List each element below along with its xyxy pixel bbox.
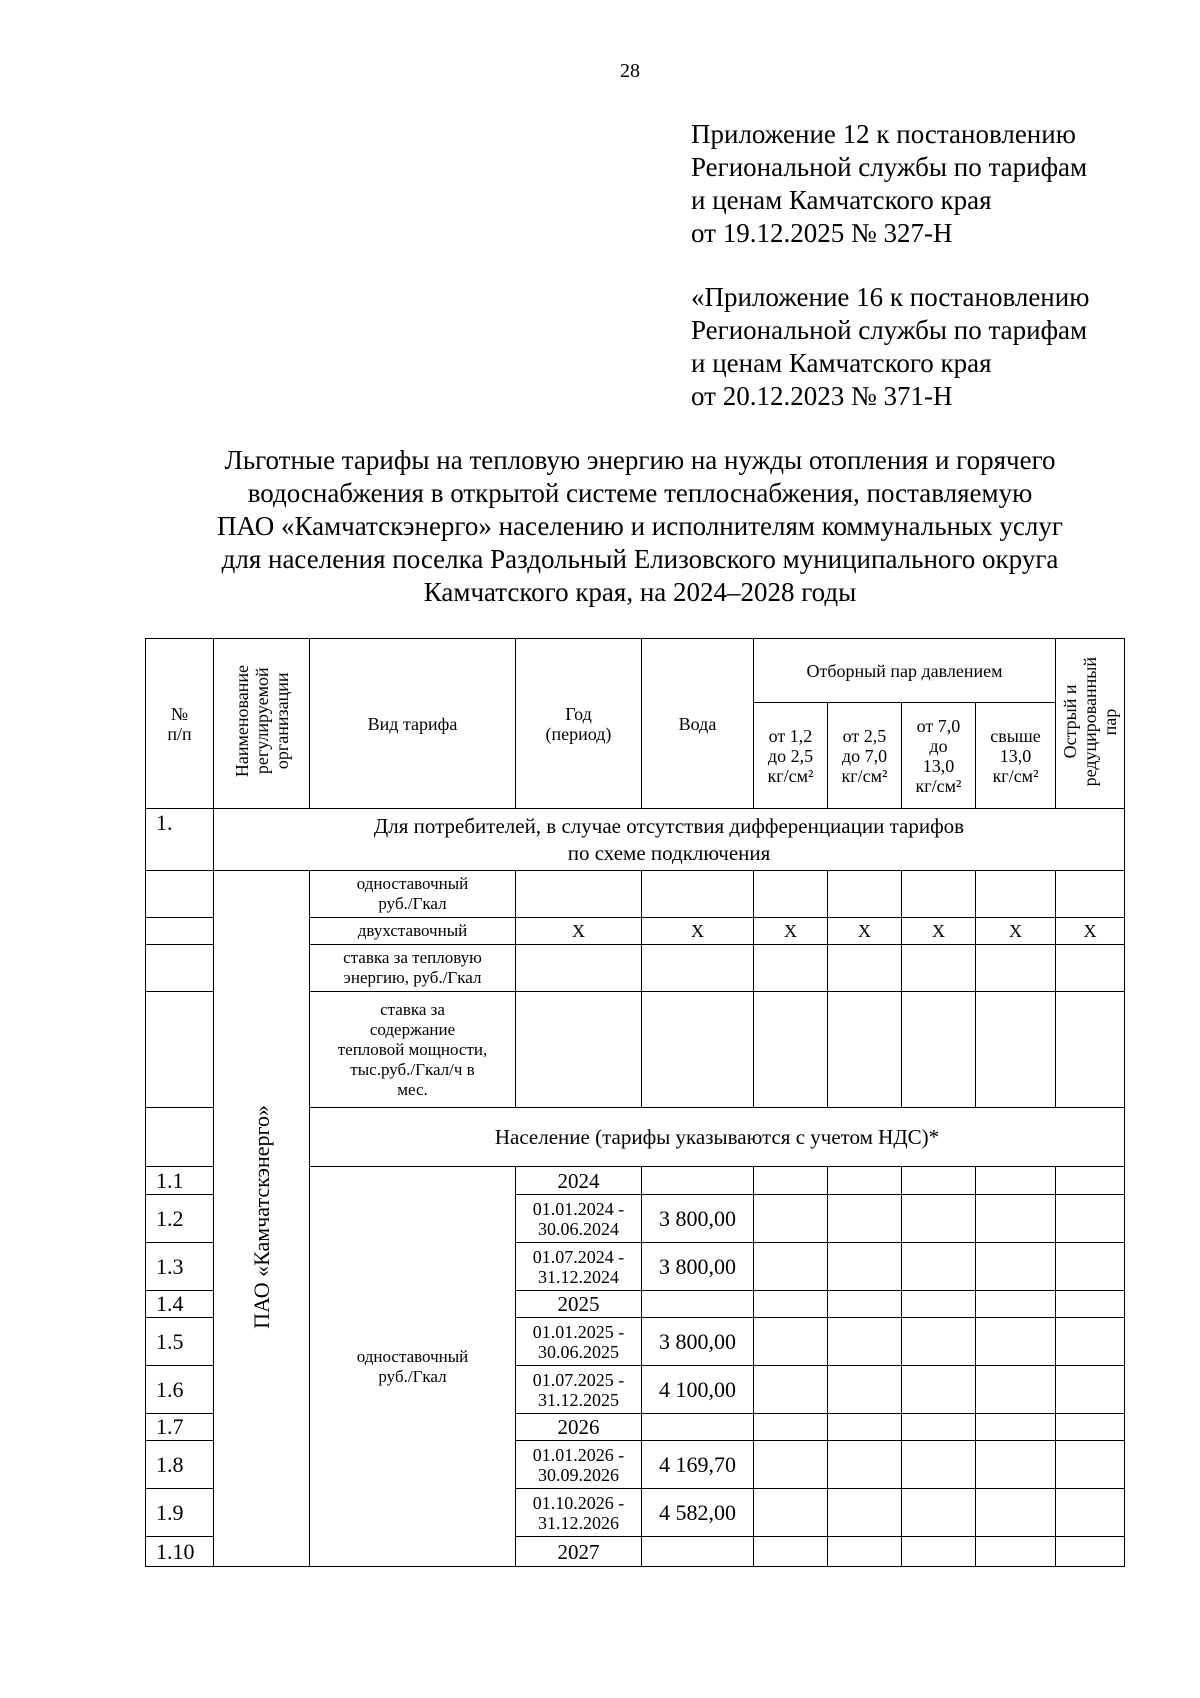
- table-cell: [828, 1195, 902, 1243]
- table-cell: [1056, 1318, 1125, 1366]
- table-cell: [754, 1291, 828, 1318]
- header-num-line: №: [170, 703, 189, 724]
- tariff-type-line: руб./Гкал: [378, 894, 447, 913]
- header-pressure-line: кг/см²: [841, 765, 888, 786]
- table-cell: [976, 945, 1056, 992]
- tariff-type-line: одноставочный: [356, 1346, 469, 1366]
- table-cell: [828, 1537, 902, 1567]
- section-title-line: Для потребителей, в случае отсутствия дифференциации тарифов: [373, 813, 965, 838]
- water-tariff: 4 100,00: [642, 1366, 754, 1414]
- table-cell: [976, 1195, 1056, 1243]
- table-cell: [976, 1489, 1056, 1537]
- period-line: 31.12.2026: [538, 1512, 619, 1533]
- table-row: [146, 871, 1125, 918]
- row-number: [146, 945, 214, 992]
- x-mark: Х: [976, 918, 1056, 945]
- header-organization: [214, 639, 310, 809]
- period-cell: [516, 1243, 642, 1291]
- table-cell: [516, 871, 642, 918]
- section-title-line: по схеме подключения: [567, 840, 771, 865]
- title-line: водоснабжения в открытой системе теплоснабжения, поставляемую: [247, 478, 1033, 508]
- row-number: 1.4: [146, 1291, 214, 1318]
- row-number: 1.7: [146, 1414, 214, 1441]
- table-cell: [828, 1167, 902, 1195]
- table-cell: [1056, 945, 1125, 992]
- table-cell: [902, 945, 976, 992]
- table-cell: [976, 1318, 1056, 1366]
- title-line: Льготные тарифы на тепловую энергию на нужды отопления и горячего: [224, 445, 1056, 475]
- tariff-type-line: ставка за тепловую: [343, 948, 482, 967]
- tariff-type-line: тыс.руб./Гкал/ч в: [350, 1059, 475, 1079]
- table-cell: [1056, 871, 1125, 918]
- section-number: 1.: [146, 809, 214, 871]
- period-line: 30.06.2024: [538, 1218, 619, 1239]
- table-cell: [642, 1537, 754, 1567]
- header-pressure-line: до 2,5: [767, 745, 814, 766]
- table-cell: [1056, 1537, 1125, 1567]
- tariff-table: [145, 638, 1125, 1567]
- table-cell: [642, 992, 754, 1108]
- water-tariff: 3 800,00: [642, 1318, 754, 1366]
- header-pressure-line: до: [929, 735, 948, 756]
- table-cell: [754, 871, 828, 918]
- x-mark: Х: [902, 918, 976, 945]
- header-pressure-line: свыше: [990, 725, 1041, 746]
- header-org-line: организации: [271, 673, 292, 770]
- table-cell: [642, 1414, 754, 1441]
- header-pressure-line: от 1,2: [768, 725, 813, 746]
- table-cell: [902, 992, 976, 1108]
- table-cell: [902, 1167, 976, 1195]
- header-pressure-1: [754, 703, 828, 809]
- population-tariff-type: [310, 1167, 516, 1567]
- appendix-16-line: от 20.12.2023 № 371-Н: [691, 381, 953, 411]
- year-cell: 2025: [516, 1291, 642, 1318]
- appendix-12-line: Приложение 12 к постановлению: [691, 119, 1076, 149]
- header-pressure-2: [828, 703, 902, 809]
- table-cell: [976, 1537, 1056, 1567]
- row-number: 1.1: [146, 1167, 214, 1195]
- tariff-type-cell: [310, 992, 516, 1108]
- header-organization-vertical: [232, 665, 292, 777]
- table-cell: [828, 1414, 902, 1441]
- period-line: 31.12.2025: [538, 1389, 619, 1410]
- row-number: 1.9: [146, 1489, 214, 1537]
- table-cell: [976, 992, 1056, 1108]
- table-cell: [902, 1291, 976, 1318]
- table-cell: [976, 871, 1056, 918]
- title-line: Камчатского края, на 2024–2028 годы: [423, 577, 857, 607]
- header-sharp-line: пар: [1100, 708, 1121, 735]
- table-cell: [902, 1318, 976, 1366]
- tariff-type-line: ставка за: [380, 999, 445, 1019]
- appendix-16-line: «Приложение 16 к постановлению: [691, 282, 1090, 312]
- period-cell: [516, 1195, 642, 1243]
- row-number: 1.6: [146, 1366, 214, 1414]
- x-mark: Х: [828, 918, 902, 945]
- table-cell: [828, 1366, 902, 1414]
- period-line: 31.12.2024: [538, 1266, 619, 1287]
- period-line: 01.01.2025 -: [532, 1321, 625, 1342]
- table-cell: [1056, 1489, 1125, 1537]
- table-cell: [976, 1291, 1056, 1318]
- x-mark: Х: [754, 918, 828, 945]
- appendix-16-line: и ценам Камчатского края: [691, 348, 992, 378]
- period-cell: [516, 1318, 642, 1366]
- header-pressure-line: от 2,5: [842, 725, 887, 746]
- header-steam-group: Отборный пар давлением: [754, 639, 1056, 703]
- table-cell: [902, 1414, 976, 1441]
- table-cell: [642, 871, 754, 918]
- page-number: 28: [620, 60, 640, 82]
- appendix-16-reference: [691, 281, 1089, 413]
- table-cell: [1056, 992, 1125, 1108]
- year-cell: 2026: [516, 1414, 642, 1441]
- table-cell: [976, 1167, 1056, 1195]
- table-cell: [754, 1243, 828, 1291]
- table-cell: [828, 1318, 902, 1366]
- table-cell: [642, 1167, 754, 1195]
- header-sharp-vertical: [1060, 657, 1120, 786]
- period-line: 01.10.2026 -: [532, 1492, 625, 1513]
- table-cell: [902, 1195, 976, 1243]
- header-pressure-line: кг/см²: [767, 765, 814, 786]
- row-number: [146, 871, 214, 918]
- table-cell: [516, 945, 642, 992]
- table-cell: [1056, 1243, 1125, 1291]
- tariff-type-line: энергию, руб./Гкал: [343, 968, 482, 987]
- tariff-type-cell: [310, 945, 516, 992]
- appendix-12-reference: [691, 118, 1087, 250]
- header-year-line: (период): [545, 723, 612, 744]
- header-num: [146, 639, 214, 809]
- header-pressure-line: до 7,0: [841, 745, 888, 766]
- row-number: 1.10: [146, 1537, 214, 1567]
- table-cell: [754, 1195, 828, 1243]
- table-cell: [976, 1243, 1056, 1291]
- period-cell: [516, 1441, 642, 1489]
- period-cell: [516, 1366, 642, 1414]
- table-cell: [828, 871, 902, 918]
- row-number: 1.2: [146, 1195, 214, 1243]
- x-mark: Х: [1056, 918, 1125, 945]
- appendix-12-line: Региональной службы по тарифам: [691, 152, 1088, 182]
- appendix-12-line: и ценам Камчатского края: [691, 185, 992, 215]
- table-cell: [1056, 1441, 1125, 1489]
- header-pressure-line: кг/см²: [915, 775, 962, 796]
- period-line: 01.01.2026 -: [532, 1444, 625, 1465]
- x-mark: Х: [642, 918, 754, 945]
- appendix-12-line: от 19.12.2025 № 327-Н: [691, 218, 953, 248]
- table-cell: [828, 1291, 902, 1318]
- table-cell: [754, 1366, 828, 1414]
- table-cell: [642, 945, 754, 992]
- table-cell: [828, 945, 902, 992]
- water-tariff: 3 800,00: [642, 1195, 754, 1243]
- table-cell: [516, 992, 642, 1108]
- header-pressure-4: [976, 703, 1056, 809]
- period-line: 01.07.2025 -: [532, 1369, 625, 1390]
- header-sharp-steam: [1056, 639, 1125, 809]
- row-number: [146, 1108, 214, 1167]
- header-water: Вода: [642, 639, 754, 809]
- row-number: 1.3: [146, 1243, 214, 1291]
- tariff-type-line: мес.: [397, 1079, 428, 1099]
- table-cell: [754, 992, 828, 1108]
- table-cell: [754, 1537, 828, 1567]
- header-org-line: регулируемой: [251, 668, 272, 775]
- year-cell: 2024: [516, 1167, 642, 1195]
- table-cell: [976, 1414, 1056, 1441]
- tariff-type-cell: двухставочный: [310, 918, 516, 945]
- table-cell: [754, 1489, 828, 1537]
- section-title: [214, 809, 1125, 871]
- header-tariff-type: Вид тарифа: [310, 639, 516, 809]
- tariff-type-cell: [310, 871, 516, 918]
- table-cell: [976, 1366, 1056, 1414]
- x-mark: Х: [516, 918, 642, 945]
- table-cell: [1056, 1414, 1125, 1441]
- water-tariff: 4 582,00: [642, 1489, 754, 1537]
- title-line: для населения поселка Раздольный Елизовского муниципального округа: [221, 544, 1059, 574]
- header-pressure-line: от 7,0: [916, 715, 961, 736]
- table-cell: [828, 1441, 902, 1489]
- table-cell: [828, 1243, 902, 1291]
- table-header-row: [146, 639, 1125, 703]
- table-cell: [754, 1441, 828, 1489]
- title-line: ПАО «Камчатскэнерго» населению и исполнителям коммунальных услуг: [217, 511, 1063, 541]
- appendix-16-line: Региональной службы по тарифам: [691, 315, 1088, 345]
- table-cell: [902, 1366, 976, 1414]
- row-number: 1.5: [146, 1318, 214, 1366]
- period-line: 30.09.2026: [538, 1464, 619, 1485]
- water-tariff: 3 800,00: [642, 1243, 754, 1291]
- table-cell: [1056, 1291, 1125, 1318]
- document-title: [140, 444, 1140, 609]
- table-cell: [754, 1167, 828, 1195]
- header-sharp-line: редуцированный: [1080, 656, 1101, 787]
- table-cell: [902, 1537, 976, 1567]
- table-cell: [828, 1489, 902, 1537]
- table-cell: [1056, 1366, 1125, 1414]
- period-cell: [516, 1489, 642, 1537]
- tariff-type-line: содержание: [369, 1019, 456, 1039]
- year-cell: 2027: [516, 1537, 642, 1567]
- water-tariff: 4 169,70: [642, 1441, 754, 1489]
- organization-name: ПАО «Камчатскэнерго»: [248, 1104, 274, 1329]
- header-pressure-line: 13,0: [999, 745, 1032, 766]
- header-org-line: Наименование: [231, 665, 252, 778]
- header-pressure-line: кг/см²: [992, 765, 1039, 786]
- table-cell: [902, 1441, 976, 1489]
- row-number: [146, 918, 214, 945]
- row-number: [146, 992, 214, 1108]
- tariff-type-line: руб./Гкал: [378, 1366, 447, 1386]
- table-cell: [902, 1243, 976, 1291]
- table-cell: [828, 992, 902, 1108]
- tariff-type-line: одноставочный: [356, 874, 469, 893]
- header-year-line: Год: [565, 703, 592, 724]
- population-heading: Население (тарифы указываются с учетом НДС)*: [310, 1108, 1125, 1167]
- table-cell: [1056, 1167, 1125, 1195]
- table-cell: [902, 871, 976, 918]
- header-year: [516, 639, 642, 809]
- period-line: 30.06.2025: [538, 1341, 619, 1362]
- period-line: 01.01.2024 -: [532, 1198, 625, 1219]
- table-cell: [976, 1441, 1056, 1489]
- header-num-line: п/п: [167, 723, 192, 744]
- row-number: 1.8: [146, 1441, 214, 1489]
- section-row: [146, 809, 1125, 871]
- header-pressure-line: 13,0: [922, 755, 955, 776]
- table-cell: [754, 1318, 828, 1366]
- header-sharp-line: Острый и: [1060, 684, 1081, 759]
- period-line: 01.07.2024 -: [532, 1246, 625, 1267]
- table-cell: [754, 945, 828, 992]
- table-cell: [1056, 1195, 1125, 1243]
- tariff-type-line: тепловой мощности,: [337, 1039, 488, 1059]
- table-cell: [902, 1489, 976, 1537]
- table-cell: [754, 1414, 828, 1441]
- header-pressure-3: [902, 703, 976, 809]
- organization-cell: [214, 871, 310, 1567]
- table-cell: [642, 1291, 754, 1318]
